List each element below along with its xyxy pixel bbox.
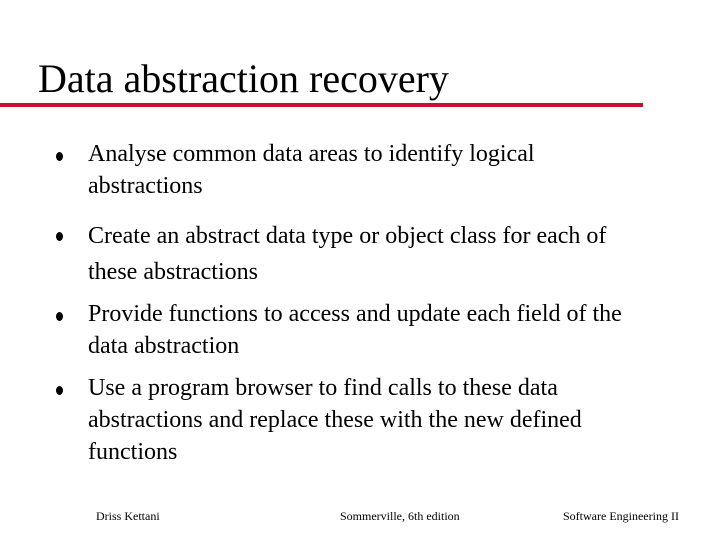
bullet-dot-icon — [56, 152, 63, 161]
slide-title: Data abstraction recovery — [38, 56, 449, 101]
bullet-dot-icon — [56, 312, 63, 321]
bullet-dot-icon — [56, 386, 63, 395]
bullet-text: Analyse common data areas to identify logical abstractions — [88, 141, 535, 199]
footer-course: Software Engineering II — [563, 509, 679, 523]
footer-source: Sommerville, 6th edition — [340, 509, 460, 523]
bullet-text: Provide functions to access and update each field of the data abstraction — [88, 301, 622, 359]
bullet-text: Use a program browser to find calls to these data abstractions and replace these with the new defined functions — [88, 375, 582, 465]
bullet-text: Create an abstract data type or object class for each of these abstractions — [88, 223, 607, 285]
bullet-dot-icon — [56, 232, 63, 241]
footer-author: Driss Kettani — [96, 509, 160, 523]
